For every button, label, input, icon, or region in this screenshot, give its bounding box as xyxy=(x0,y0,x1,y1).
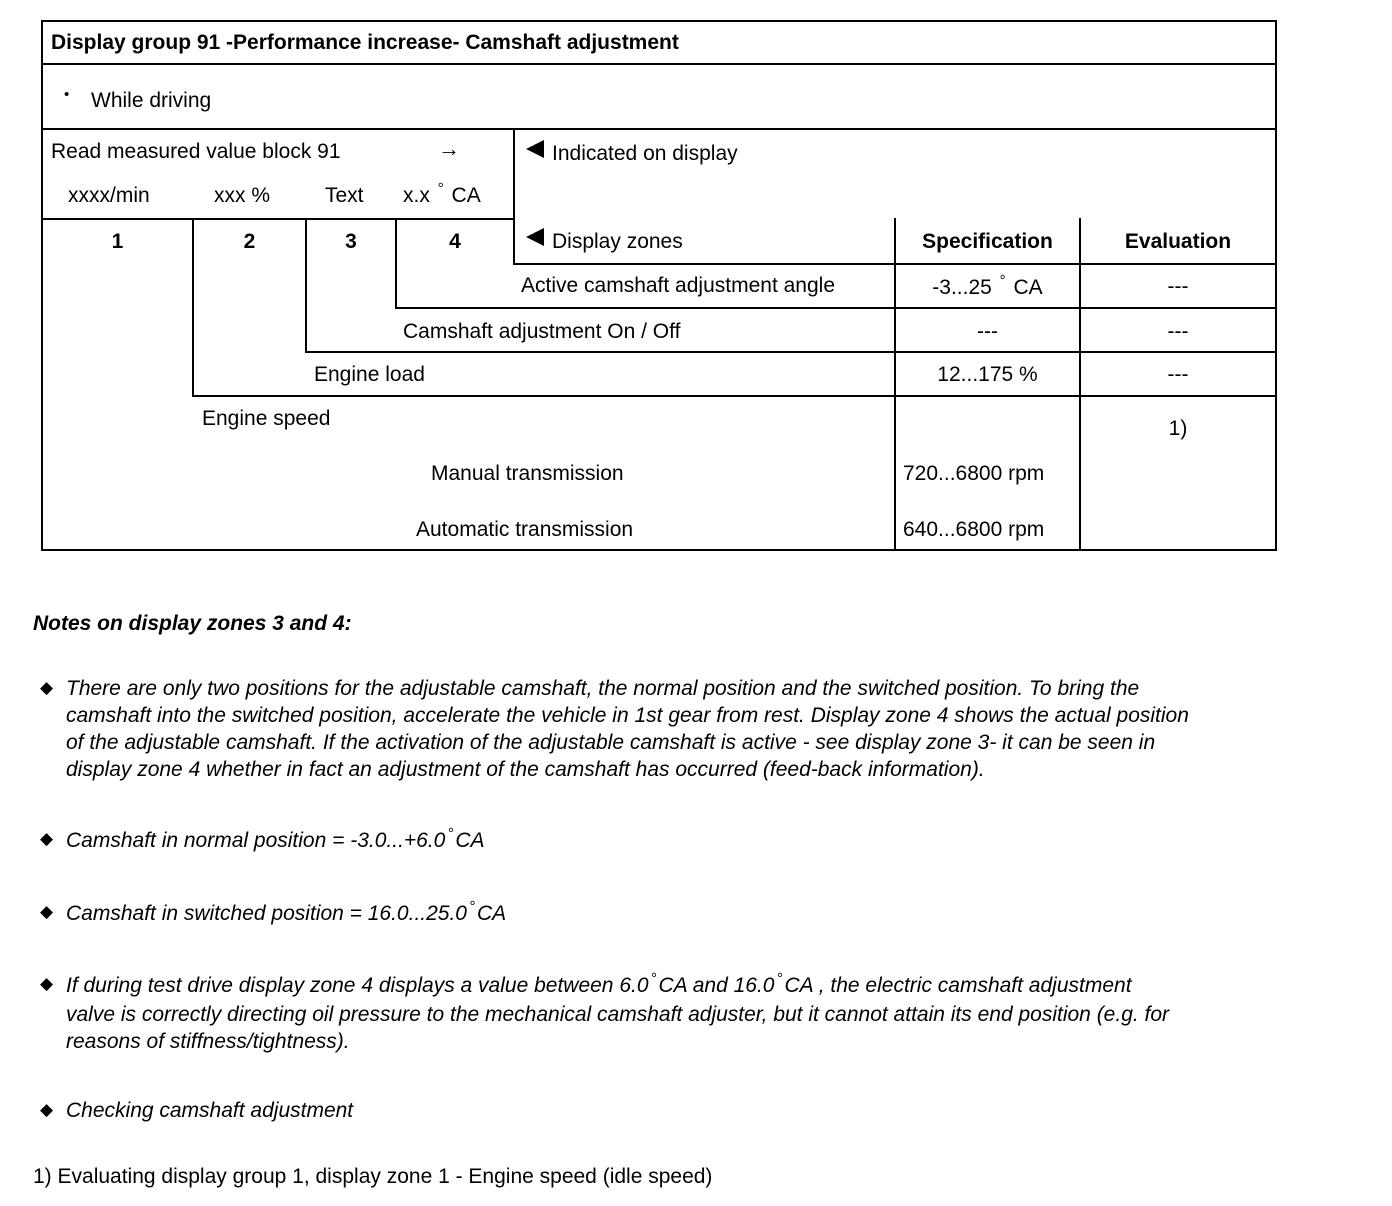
notes-title: Notes on display zones 3 and 4: xyxy=(33,612,352,635)
unit-zone-1: xxxx/min xyxy=(68,184,150,207)
row-zone-4-label: Active camshaft adjustment angle xyxy=(521,274,835,297)
degree-symbol: ° xyxy=(437,180,444,197)
degree-symbol: ° xyxy=(776,970,783,987)
row-zone-3-eval: --- xyxy=(1167,320,1189,343)
row-zone-4-spec-ca: CA xyxy=(1013,276,1043,299)
unit-zone-4 xyxy=(403,180,481,208)
note-4-text-b: CA and 16.0 xyxy=(658,974,775,997)
note-1 xyxy=(66,675,1366,783)
bullet-icon: ◆ xyxy=(40,829,54,848)
row-zone-3-spec: --- xyxy=(977,320,998,343)
row-zone-3-label: Camshaft adjustment On / Off xyxy=(403,320,681,343)
bullet-icon: ◆ xyxy=(40,902,54,921)
evaluation-header: Evaluation xyxy=(1124,230,1232,253)
row-zone-1-eval: 1) xyxy=(1168,417,1188,440)
bullet-icon: ◆ xyxy=(40,1100,54,1119)
row-zone-1-label: Engine speed xyxy=(202,407,331,430)
note-4-line-2: valve is correctly directing oil pressure to the mechanical camshaft adjuster, but it cannot attain its end position (e.g. for xyxy=(66,1003,1170,1026)
manual-transmission-label: Manual transmission xyxy=(431,462,624,485)
note-2 xyxy=(66,827,1366,856)
unit-zone-4-value: x.x xyxy=(403,184,430,207)
zone-number-3: 3 xyxy=(345,230,357,253)
note-4-line-3: reasons of stiffness/tightness). xyxy=(66,1030,350,1053)
note-4-line-1 xyxy=(66,972,1366,1001)
note-1-line-3: of the adjustable camshaft. If the activation of the adjustable camshaft is active - see display zone 3- it can be seen in xyxy=(66,731,1156,754)
degree-symbol: ° xyxy=(468,898,475,915)
note-2-text: Camshaft in normal position = -3.0...+6.0 xyxy=(66,829,446,852)
zone-number-1: 1 xyxy=(111,230,124,253)
note-1-line-4: display zone 4 whether in fact an adjustment of the camshaft has occurred (feed-back information). xyxy=(66,758,985,781)
arrow-right-icon: → xyxy=(438,136,460,161)
unit-zone-3: Text xyxy=(325,184,364,207)
automatic-transmission-spec: 640...6800 rpm xyxy=(903,518,1045,541)
display-zones-label: Display zones xyxy=(552,230,683,253)
row-zone-2-label: Engine load xyxy=(314,363,425,386)
specification-header: Specification xyxy=(922,230,1053,253)
zone-number-2: 2 xyxy=(243,230,256,253)
degree-symbol: ° xyxy=(447,825,454,842)
row-zone-4-eval: --- xyxy=(1167,275,1189,298)
note-4-text-c: CA , the electric camshaft adjustment xyxy=(784,974,1132,997)
note-4 xyxy=(66,972,1366,1055)
condition-text: While driving xyxy=(91,89,212,112)
note-2-ca: CA xyxy=(455,829,485,852)
table-title: Display group 91 -Performance increase- Camshaft adjustment xyxy=(51,31,679,54)
zone-number-4: 4 xyxy=(449,230,461,253)
condition-bullet: • xyxy=(64,86,70,103)
note-5: Checking camshaft adjustment xyxy=(66,1099,354,1122)
note-3 xyxy=(66,900,1366,929)
note-1-line-2: camshaft into the switched position, accelerate the vehicle in 1st gear from rest. Display zone 4 shows the actual position xyxy=(66,704,1189,727)
degree-symbol: ° xyxy=(999,272,1006,289)
bullet-icon: ◆ xyxy=(40,974,54,993)
row-zone-2-spec: 12...175 % xyxy=(937,363,1038,386)
row-zone-2-eval: --- xyxy=(1167,363,1189,386)
triangle-left-icon xyxy=(526,140,544,158)
note-1-line-1: There are only two positions for the adjustable camshaft, the normal position and the switched position. To bring the xyxy=(66,677,1140,700)
row-zone-4-spec-range: -3...25 xyxy=(932,276,992,299)
bullet-icon: ◆ xyxy=(40,678,54,697)
automatic-transmission-label: Automatic transmission xyxy=(416,518,634,541)
indicated-on-display: Indicated on display xyxy=(552,142,738,165)
manual-transmission-spec: 720...6800 rpm xyxy=(903,462,1045,485)
degree-symbol: ° xyxy=(650,970,657,987)
footnote: 1) Evaluating display group 1, display zone 1 - Engine speed (idle speed) xyxy=(33,1165,713,1188)
unit-zone-4-ca: CA xyxy=(451,184,481,207)
note-3-ca: CA xyxy=(476,902,507,925)
note-4-text-a: If during test drive display zone 4 displays a value between 6.0 xyxy=(66,974,649,997)
row-zone-4-spec xyxy=(896,272,1079,300)
unit-zone-2: xxx % xyxy=(214,184,271,207)
read-block-label: Read measured value block 91 xyxy=(51,140,341,163)
note-3-text: Camshaft in switched position = 16.0...25.0 xyxy=(66,902,467,925)
triangle-left-icon xyxy=(526,228,544,246)
